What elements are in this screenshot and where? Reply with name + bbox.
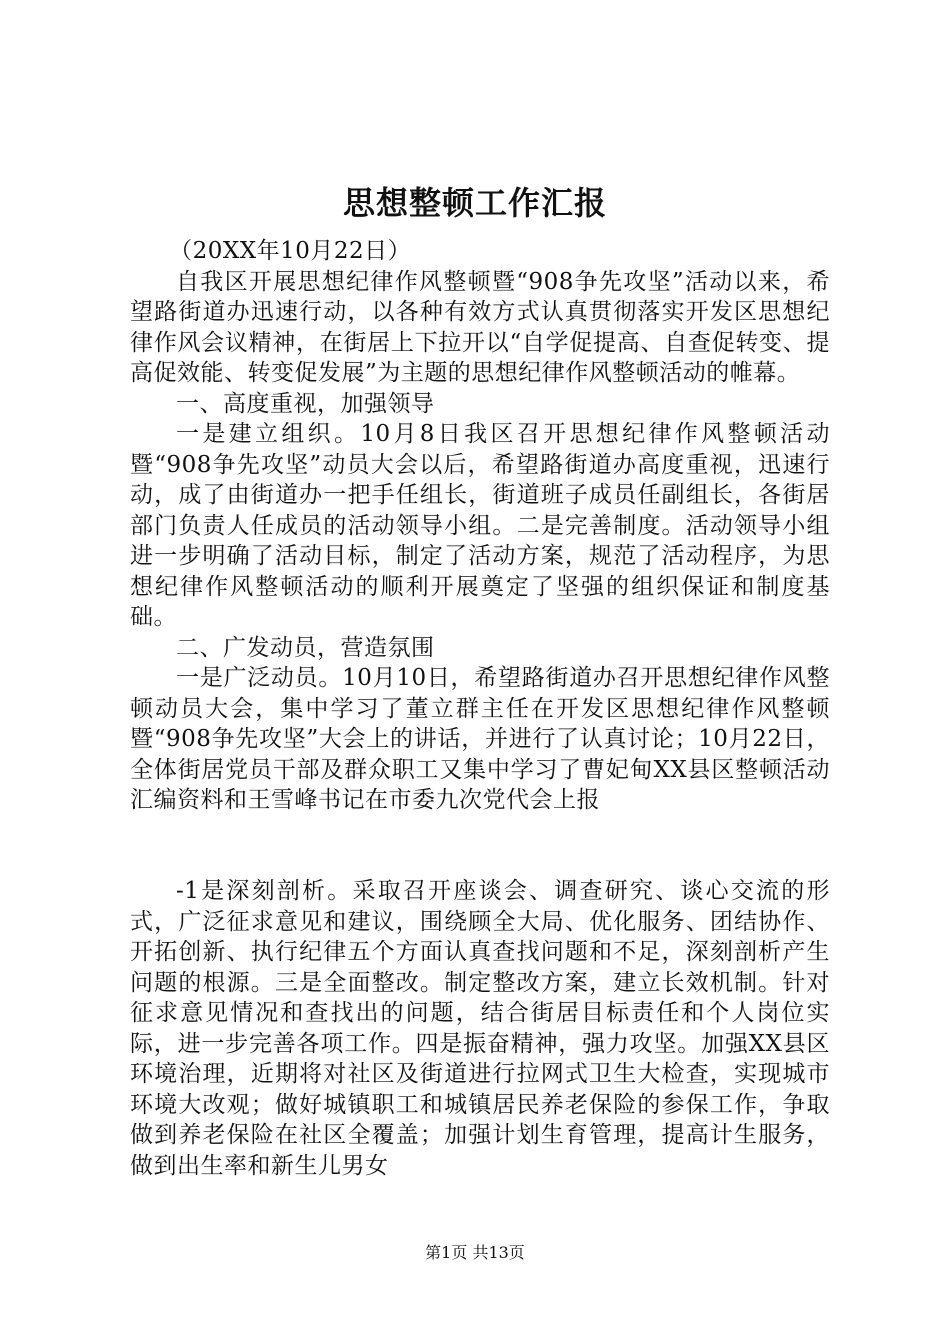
section-heading-1: 一、高度重视，加强领导 xyxy=(176,390,435,417)
date-line: （20XX年10月22日） xyxy=(169,238,412,264)
page-footer: 第1页 共13页 xyxy=(425,1243,525,1262)
paragraph-mobilization: 一是广泛动员。10月10日，希望路街道办召开思想纪律作风整顿动员大会，集中学习了董立群主任在开发区思想纪律作风整顿暨“908争先攻坚”大会上的讲话，并进行了认真讨论；10月22日，全体街居党员干部及群众职工又集中学习了曹妃甸XX县区整顿活动汇编资料和王雪峰书记在市委九次党代会上报 xyxy=(130,665,830,813)
body-section-continuation xyxy=(130,876,830,1181)
page-title: 思想整顿工作汇报 xyxy=(342,184,607,222)
paragraph-continuation: -1是深刻剖析。采取召开座谈会、调查研究、谈心交流的形式，广泛征求意见和建议，围绕顾全大局、优化服务、团结协作、开拓创新、执行纪律五个方面认真查找问题和不足，深刻剖析产生问题的根源。三是全面整改。制定整改方案，建立长效机制。针对征求意见情况和查找出的问题，结合街居目标责任和个人岗位实际，进一步完善各项工作。四是振奋精神，强力攻坚。加强XX县区环境治理，近期将对社区及街道进行拉网式卫生大检查，实现城市环境大改观；做好城镇职工和城镇居民养老保险的参保工作，争取做到养老保险在社区全覆盖；加强计划生育管理，提高计生服务，做到出生率和新生儿男女 xyxy=(130,878,830,1179)
body-section-first xyxy=(130,236,830,816)
section-heading-2: 二、广发动员，营造氛围 xyxy=(176,634,435,661)
paragraph-intro: 自我区开展思想纪律作风整顿暨“908争先攻坚”活动以来，希望路街道办迅速行动，以各种有效方式认真贯彻落实开发区思想纪律作风会议精神，在街居上下拉开以“自学促提高、自查促转变、提高促效能、转变促发展”为主题的思想纪律作风整顿活动的帷幕。 xyxy=(130,268,830,386)
paragraph-organization: 一是建立组织。10月8日我区召开思想纪律作风整顿活动暨“908争先攻坚”动员大会以后，希望路街道办高度重视，迅速行动，成了由街道办一把手任组长，街道班子成员任副组长，各街居部门负责人任成员的活动领导小组。二是完善制度。活动领导小组进一步明确了活动目标，制定了活动方案，规范了活动程序，为思想纪律作风整顿活动的顺利开展奠定了坚强的组织保证和制度基础。 xyxy=(130,421,830,630)
